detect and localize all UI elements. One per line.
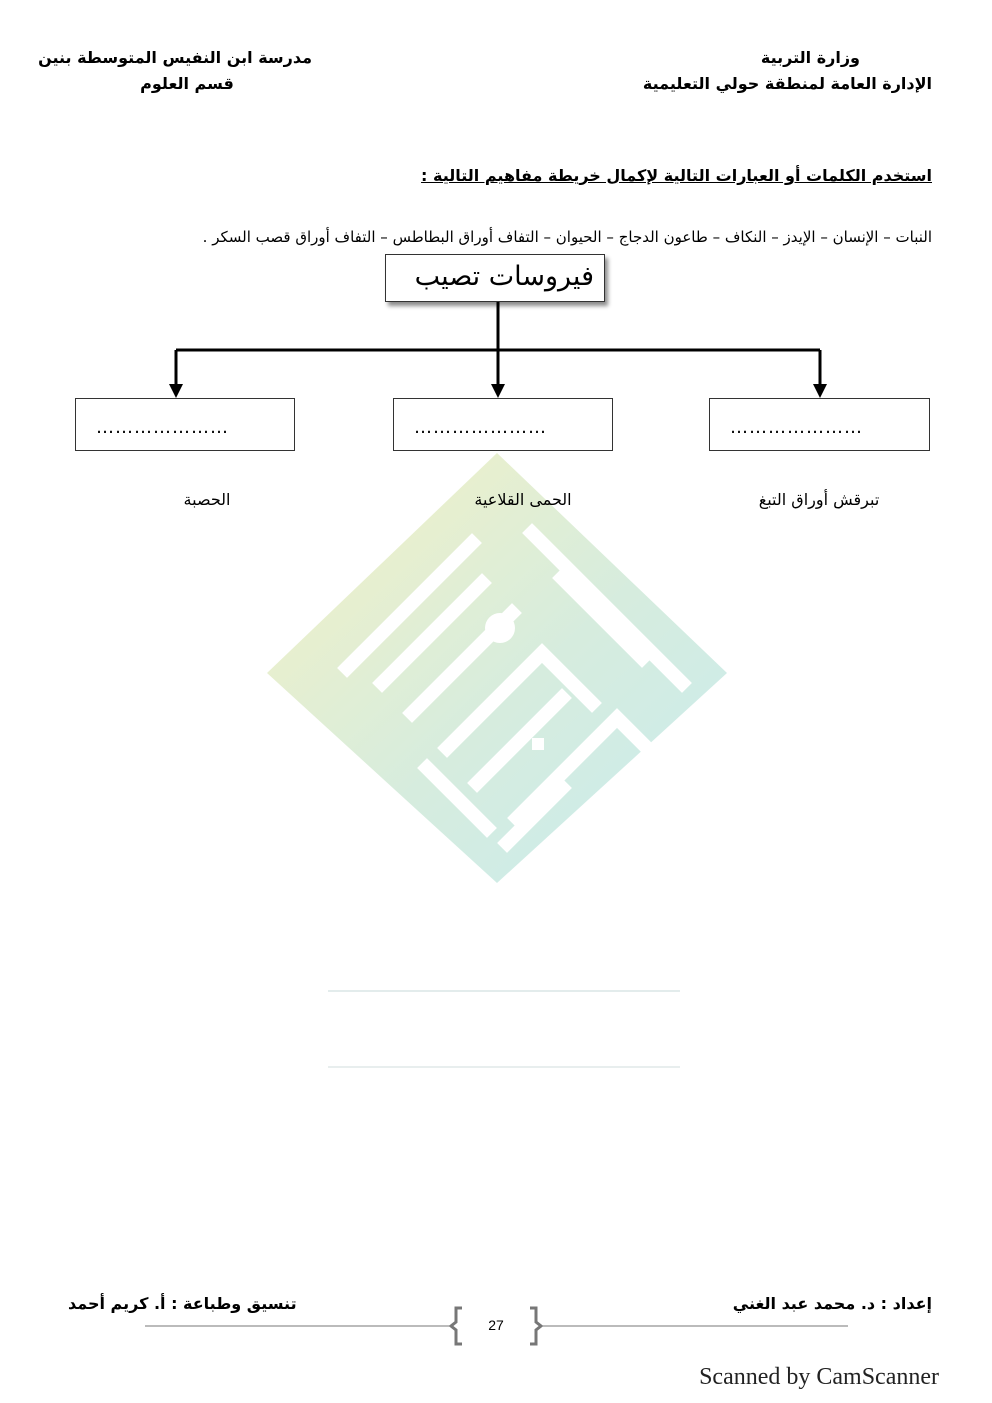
blank-dots: ………………… xyxy=(96,417,229,438)
prepared-by: إعداد : د. محمد عبد الغني xyxy=(732,1294,932,1313)
example-right: تبرقش أوراق التبغ xyxy=(758,490,880,509)
blank-dots: ………………… xyxy=(730,417,863,438)
concept-root-label: فيروسات تصيب xyxy=(414,261,594,292)
blank-dots: ………………… xyxy=(414,417,547,438)
coordinated-by: تنسيق وطباعة : أ. كريم أحمد xyxy=(68,1294,297,1313)
instruction-text: استخدم الكلمات أو العبارات التالية لإكمال خريطة مفاهيم التالية : xyxy=(421,166,932,185)
scanner-watermark: Scanned by CamScanner xyxy=(699,1364,939,1390)
word-bank: النبات – الإنسان – الإيدز – النكاف – طاعون الدجاج – الحيوان – التفاف أوراق البطاطس – التفاف أوراق قصب السكر . xyxy=(202,228,932,246)
education-district: الإدارة العامة لمنطقة حولي التعليمية xyxy=(642,74,932,93)
watermark-line-1 xyxy=(328,990,680,992)
example-left: الحصبة xyxy=(183,490,231,509)
arrow-center-icon xyxy=(491,384,505,398)
watermark-logo xyxy=(262,448,732,888)
school-name: مدرسة ابن النفيس المتوسطة بنين xyxy=(38,48,312,67)
concept-map-connectors xyxy=(0,0,992,460)
page-number: 27 xyxy=(488,1317,504,1333)
ministry-name: وزارة التربية xyxy=(760,48,860,67)
watermark-line-2 xyxy=(328,1066,680,1068)
blank-box-left[interactable] xyxy=(75,398,295,451)
example-center: الحمى القلاعية xyxy=(474,490,572,509)
blank-box-right[interactable] xyxy=(709,398,930,451)
arrow-left-icon xyxy=(169,384,183,398)
department-name: قسم العلوم xyxy=(140,74,234,93)
blank-box-center[interactable] xyxy=(393,398,613,451)
arrow-right-icon xyxy=(813,384,827,398)
